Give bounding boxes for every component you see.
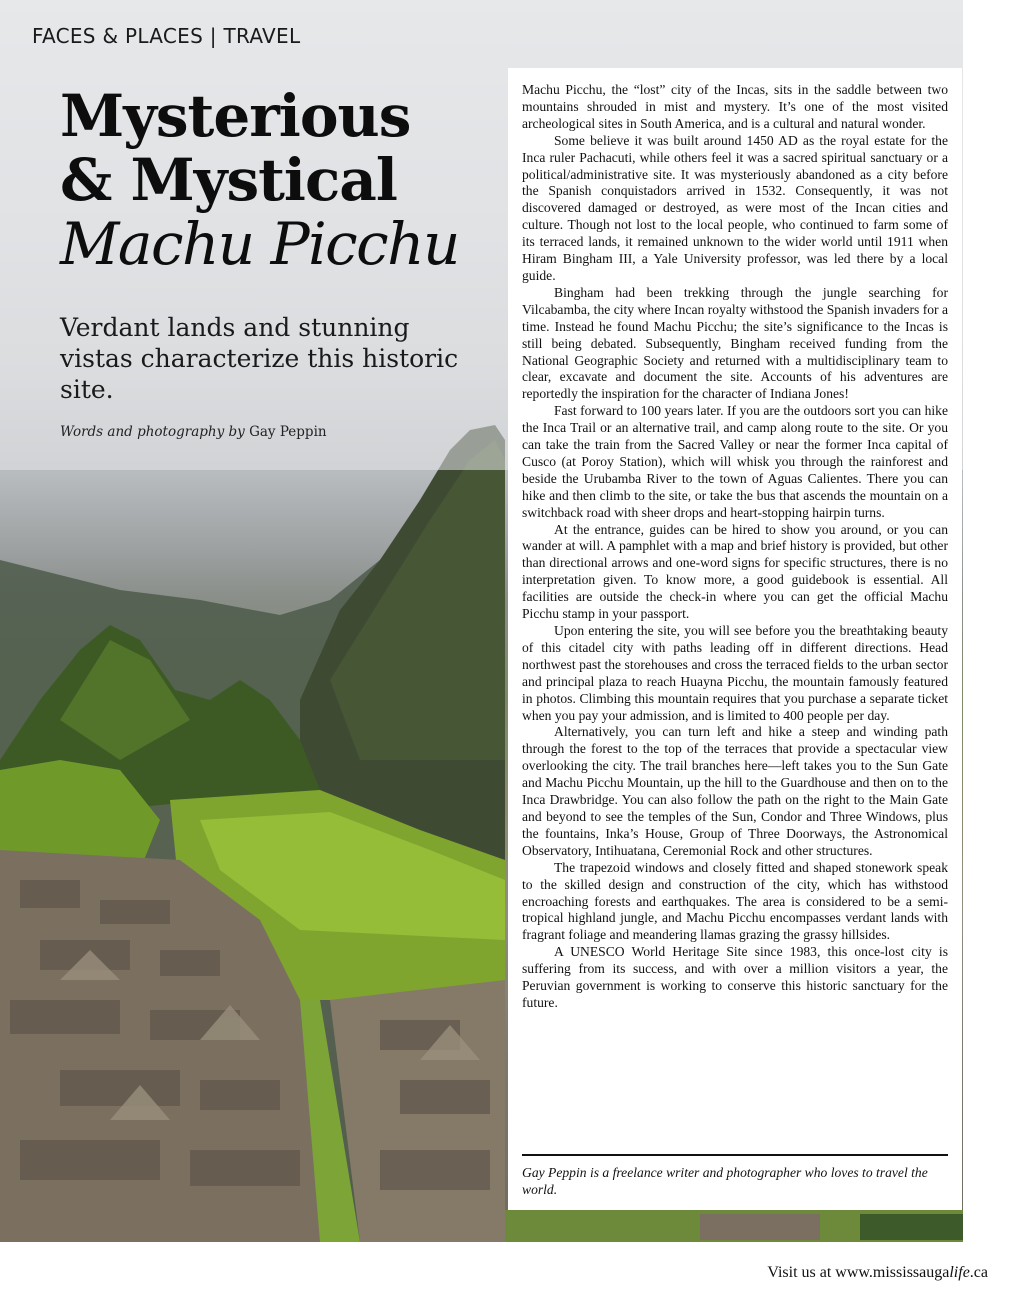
article-paragraph: Bingham had been trekking through the jungle searching for Vilcabamba, the city where Incan royalty withstood the Spanish invaders for a time. Instead he found Machu Picchu; the site’s significance to the Incas is still being debated. Subsequently, Bingham received funding from the National Geographic Society and returned with a multidisciplinary team to clear, excavate and document the site. Accounts of his adventures are reportedly the inspiration for the character of Indiana Jones! [522,284,948,402]
article-paragraph: Alternatively, you can turn left and hike a steep and winding path through the forest to the top of the terraces that provide a spectacular view overlooking the city. The trail branches here—left takes you to the Sun Gate and Machu Picchu Mountain, up the hill to the Guardhouse and then on to the Inca Drawbridge. You can also follow the path on the right to the Main Gate and beyond to see the temples of the Sun, Condor and Three Windows, plus the fountains, Inka’s House, Group of Three Doorways, the Astronomical Observatory, Intihuatana, Ceremonial Rock and other structures. [522,724,948,858]
title-line-3: Machu Picchu [60,210,459,278]
article-paragraph: At the entrance, guides can be hired to show you around, or you can wander at will. A pamphlet with a map and brief history is provided, but other than directional arrows and one-word signs for specific structures, there is no interpretation given. To know more, a good guidebook is essential. All facilities are outside the check-in where you can get the official Machu Picchu stamp in your passport. [522,521,948,622]
divider-rule [522,1154,948,1156]
footer-url-suffix: .ca [969,1264,988,1281]
author-bio: Gay Peppin is a freelance writer and photographer who loves to travel the world. [522,1165,928,1197]
article-paragraph: The trapezoid windows and closely fitted and shaped stonework speak to the skilled design and construction of the city, which has withstood encroaching forests and earthquakes. The area is considered to be a semi-tropical highland jungle, and Machu Picchu encompasses verdant lands with fragrant foliage and meandering llamas grazing the grassy hillsides. [522,859,948,943]
article-paragraph: Fast forward to 100 years later. If you are the outdoors sort you can hike the Inca Trail or an alternative trail, and camp along route to the site. Or you can take the train from the Sacred Valley or near the former Inca capital of Cusco (at Poroy Station), which will whisk you through the rainforest and beside the Urubamba River to the town of Aguas Calientes. There you can hike and then climb to the site, or take the bus that ascends the mountain on a switchback road with sheer drops and heart-stopping hairpin turns. [522,403,948,520]
article-subtitle: Verdant lands and stunning vistas characterize this historic site. [60,313,459,404]
article-paragraph: A UNESCO World Heritage Site since 1983, this once-lost city is suffering from its success, and with over a million visitors a year, the Peruvian government is working to conserve this historic sanctuary for the future. [522,944,948,1010]
footer-url-prefix: Visit us at www.mississauga [767,1264,950,1281]
footer-url-italic: life [949,1264,970,1281]
section-label: FACES & PLACES | TRAVEL [32,24,301,48]
article-paragraph: Some believe it was built around 1450 AD as the royal estate for the Inca ruler Pachacuti, while others feel it was a sacred spiritual sanctuary or a political/administrative site. It was mysteriously abandoned as a city before the Spanish conquistadors arrived in 1532. Consequently, it was not discovered damaged or destroyed, as were most of the Incan cities and culture. Though not lost to the local people, who continued to farm some of its terraced lands, it remained unknown to the wider world until 1911 when Hiram Bingham III, a Yale University professor, was led there by a local guide. [522,132,948,283]
byline-prefix: Words and photography by [60,424,245,440]
article-title [60,84,500,276]
byline-author: Gay Peppin [249,424,327,440]
byline [60,424,327,440]
footer-website[interactable] [767,1264,988,1282]
article-panel [508,68,962,1210]
article-paragraph: Machu Picchu, the “lost” city of the Incas, sits in the saddle between two mountains shrouded in mist and mystery. It’s one of the most visited archeological sites in South America, and is a cultural and natural wonder. [522,82,948,131]
article-body [522,82,948,1012]
title-line-1: Mysterious [60,82,411,150]
article-paragraph: Upon entering the site, you will see before you the breathtaking beauty of this citadel city with paths leading off in different directions. Head northwest past the storehouses and cross the terraced fields to the urban sector and principal plaza to reach Huayna Picchu, the mountain famously featured in photos. Climbing this mountain requires that you purchase a separate ticket when you pay your admission, and is limited to 400 people per day. [522,623,948,723]
title-line-2: & Mystical [60,146,397,214]
